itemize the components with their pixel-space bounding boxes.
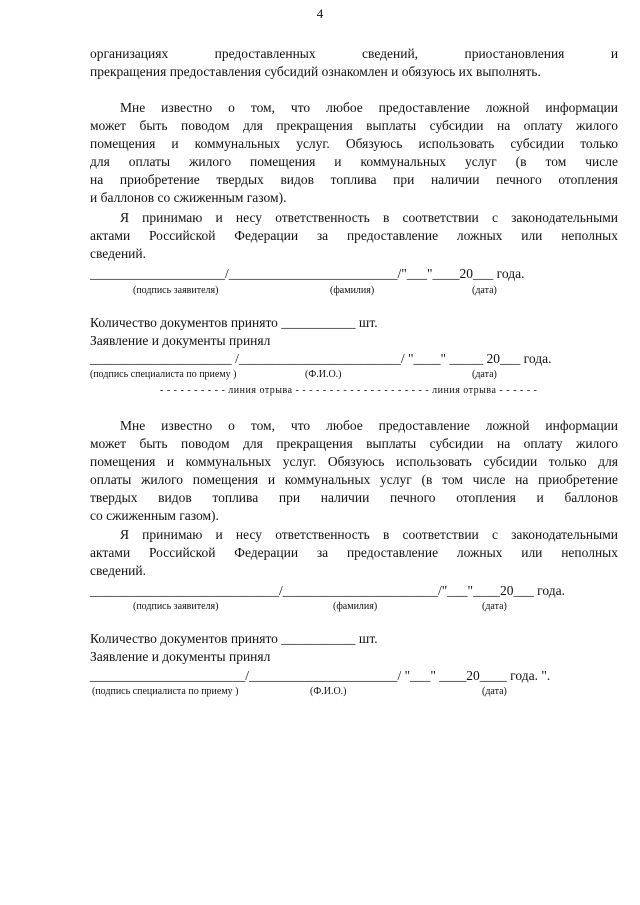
b1-p1-line: и баллонов со сжиженным газом). <box>90 190 287 205</box>
b2-p1-line: может быть поводом для прекращения выплаты субсидии на оплату жилого <box>90 436 618 451</box>
top-word: приостановления <box>464 46 565 61</box>
b1-caption-signature: (подпись заявителя) <box>133 285 219 296</box>
b1-p1-line: на приобретение твердых видов топлива при наличии печного отопления <box>90 172 618 187</box>
cut-line: - - - - - - - - - - линия отрыва - - - - - - - - - - - - - - - - - - - - линия отрыва - - - - - - <box>160 385 538 396</box>
top-word: предоставленных сведений, <box>214 46 419 61</box>
b2-caption-signature: (подпись заявителя) <box>133 601 219 612</box>
b2-docs-accepted: Заявление и документы принял <box>90 649 271 664</box>
b2-specialist-signature-line: _______________________/______________________/ "___" ____20____ года. ". <box>90 668 551 683</box>
b1-p2-line: Я принимаю и несу ответственность в соответствии с законодательными <box>120 210 618 225</box>
top-line-2: прекращения предоставления субсидий ознакомлен и обязуюсь их выполнять. <box>90 64 541 79</box>
b1-docs-accepted: Заявление и документы принял <box>90 333 271 348</box>
b2-p2-line: сведений. <box>90 563 147 578</box>
b2-p1-line: Мне известно о том, что любое предоставление ложной информации <box>120 418 618 433</box>
b1-caption-specialist: (подпись специалиста по приему ) <box>90 369 237 380</box>
b2-p2-line: Я принимаю и несу ответственность в соответствии с законодательными <box>120 527 618 542</box>
b1-specialist-signature-line: _____________________ /________________________/ "____" _____ 20___ года. <box>90 351 552 366</box>
page-number: 4 <box>316 6 324 21</box>
b2-p1-line: помещения и коммунальных услуг. Обязуюсь использовать субсидии только для <box>90 454 618 469</box>
top-line-1 <box>90 46 618 62</box>
b2-caption-specialist: (подпись специалиста по приему ) <box>92 686 239 697</box>
b2-caption-date: (дата) <box>482 686 507 697</box>
b2-p1-line: твердых видов топлива при наличии печного отопления и баллонов <box>90 490 618 505</box>
b2-docs-count: Количество документов принято ___________ шт. <box>90 631 378 646</box>
b2-p2-line: актами Российской Федерации за предоставление ложных или неполных <box>90 545 618 560</box>
b1-p1-line: может быть поводом для прекращения выплаты субсидии на оплату жилого <box>90 118 618 133</box>
top-word: организациях <box>90 46 169 61</box>
b1-p1-line: Мне известно о том, что любое предоставление ложной информации <box>120 100 618 115</box>
b1-applicant-signature-line: ____________________/_________________________/"___"____20___ года. <box>90 266 525 281</box>
top-word: и <box>610 46 619 61</box>
b1-p1-line: помещения и коммунальных услуг. Обязуюсь использовать субсидии только <box>90 136 618 151</box>
b1-caption-date: (дата) <box>472 369 497 380</box>
b2-applicant-signature-line: ____________________________/_______________________/"___"____20___ года. <box>90 583 565 598</box>
b2-caption-surname: (фамилия) <box>333 601 378 612</box>
b1-caption-fio: (Ф.И.О.) <box>305 369 342 380</box>
b1-p1-line: для оплаты жилого помещения и коммунальных услуг (в том числе <box>90 154 618 169</box>
b1-caption-date: (дата) <box>472 285 497 296</box>
b2-p1-line: оплаты жилого помещения и коммунальных услуг (в том числе на приобретение <box>90 472 618 487</box>
b2-caption-fio: (Ф.И.О.) <box>310 686 347 697</box>
b1-docs-count: Количество документов принято ___________ шт. <box>90 315 378 330</box>
b1-p2-line: сведений. <box>90 246 147 261</box>
b2-caption-date: (дата) <box>482 601 507 612</box>
b2-p1-line: со сжиженным газом). <box>90 508 219 523</box>
b1-caption-surname: (фамилия) <box>330 285 375 296</box>
b1-p2-line: актами Российской Федерации за предоставление ложных или неполных <box>90 228 618 243</box>
